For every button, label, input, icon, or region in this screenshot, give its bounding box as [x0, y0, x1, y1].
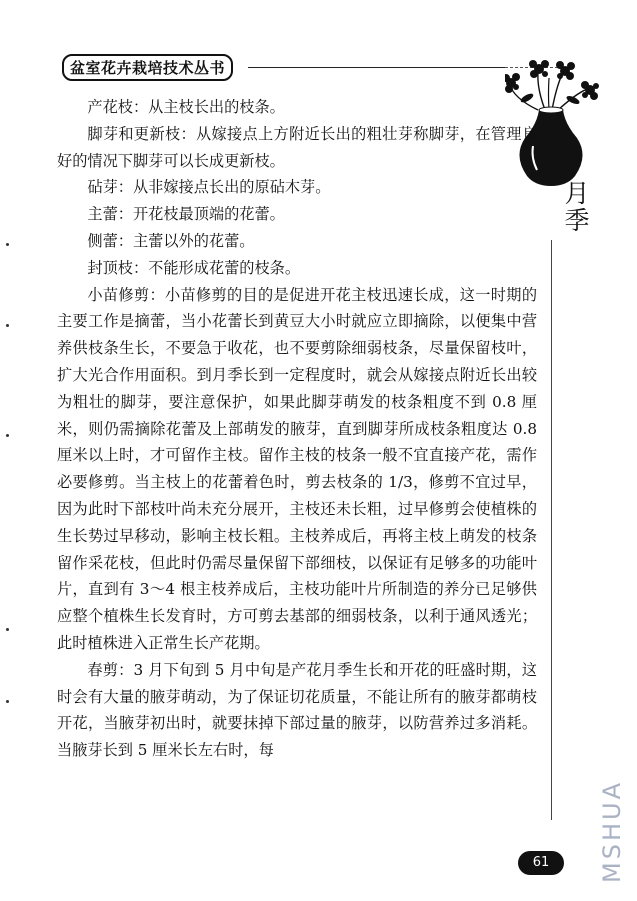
paragraph: 砧芽：从非嫁接点长出的原砧木芽。 [87, 178, 331, 197]
paragraph: 侧蕾：主蕾以外的花蕾。 [87, 231, 255, 250]
header-rule [248, 67, 506, 68]
page-number: 61 [518, 851, 564, 875]
paragraph: 小苗修剪：小苗修剪的目的是促进开花主枝迅速长成，这一时期的主要工作是摘蕾，当小花蕾长到黄豆大小时就应立即摘除，以便集中营养供枝条生长，不要急于收花，也不要剪除细弱枝条，尽量保留枝叶，扩大光合作用面积。到月季长到一定程度时，就会从嫁接点附近长出较为粗壮的脚芽，要注意保护，如果此脚芽萌发的枝条粗度不到 0.8 厘米，则仍需摘除花蕾及上部萌发的腋芽，直到脚芽所成枝条粗度达 0.8 厘米以上时，才可留作主枝。留作主枝的枝条一般不宜直接产花，需作必要修剪。当主枝上的花蕾着色时，剪去枝条的 1/3，修剪不宜过早，因为此时下部枝叶尚未充分展开，主枝还未长粗，过早修剪会使植株的生长势过早移动，影响主枝长粗。主枝养成后，再将主枝上萌发的枝条留作采花枝，但此时仍需尽量保留下部细枝，以保证有足够多的功能叶片，直到有 3～4 根主枝养成后，主枝功能叶片所制造的养分已足够供应整个植株生长发育时，方可剪去基部的细弱枝条，以利于通风透光；此时植株进入正常生长产花期。 [57, 285, 537, 652]
paragraph: 春剪：3 月下旬到 5 月中旬是产花月季生长和开花的旺盛时期，这时会有大量的腋芽萌动，为了保证切花质量，不能让所有的腋芽都萌枝开花，当腋芽初出时，就要抹掉下部过量的腋芽，以防营养过多消耗。当腋芽长到 5 厘米长左右时，每 [57, 660, 537, 760]
paragraph: 主蕾：开花枝最顶端的花蕾。 [87, 205, 285, 224]
series-title: 盆室花卉栽培技术丛书 [62, 54, 233, 81]
margin-rule [551, 240, 552, 820]
margin-dot [6, 700, 9, 703]
section-label: 月季 [561, 180, 590, 234]
paragraph: 封顶枝：不能形成花蕾的枝条。 [87, 258, 301, 277]
paragraph: 产花枝：从主枝长出的枝条。 [87, 98, 285, 116]
body-text [57, 94, 537, 764]
paragraph: 脚芽和更新枝：从嫁接点上方附近长出的粗壮芽称脚芽，在管理良好的情况下脚芽可以长成更新枝。 [57, 124, 537, 170]
margin-dot [6, 324, 9, 327]
margin-dot [6, 434, 9, 437]
margin-dot [6, 243, 9, 246]
watermark: MSHUA [598, 780, 626, 883]
margin-dot [6, 628, 9, 631]
